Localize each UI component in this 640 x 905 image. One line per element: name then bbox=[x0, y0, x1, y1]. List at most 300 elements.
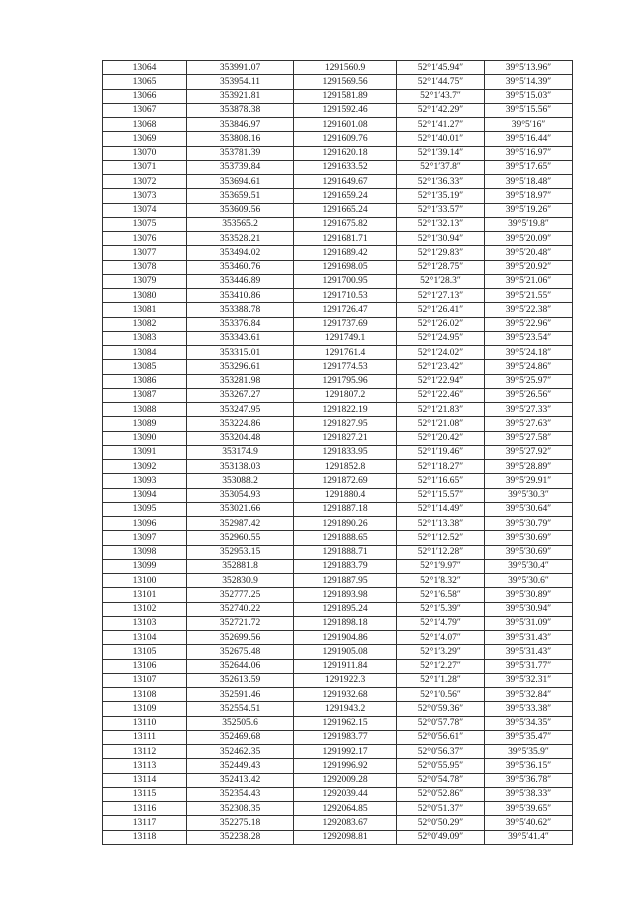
table-row bbox=[103, 588, 573, 602]
point-id-cell: 13081 bbox=[103, 303, 187, 317]
table-row bbox=[103, 303, 573, 317]
longitude-cell: 39°5′33.38″ bbox=[485, 702, 573, 716]
point-id-cell: 13085 bbox=[103, 360, 187, 374]
point-id-cell: 13073 bbox=[103, 189, 187, 203]
x-coordinate-cell: 352881.8 bbox=[187, 559, 294, 573]
latitude-cell: 52°1′18.27″ bbox=[397, 460, 485, 474]
longitude-cell: 39°5′31.77″ bbox=[485, 659, 573, 673]
table-row bbox=[103, 89, 573, 103]
y-coordinate-cell: 1291833.95 bbox=[294, 445, 397, 459]
table-row bbox=[103, 289, 573, 303]
y-coordinate-cell: 1291761.4 bbox=[294, 346, 397, 360]
longitude-cell: 39°5′28.89″ bbox=[485, 460, 573, 474]
point-id-cell: 13065 bbox=[103, 75, 187, 89]
longitude-cell: 39°5′23.54″ bbox=[485, 331, 573, 345]
point-id-cell: 13106 bbox=[103, 659, 187, 673]
longitude-cell: 39°5′13.96″ bbox=[485, 61, 573, 75]
point-id-cell: 13077 bbox=[103, 246, 187, 260]
latitude-cell: 52°1′24.02″ bbox=[397, 346, 485, 360]
table-row bbox=[103, 802, 573, 816]
point-id-cell: 13091 bbox=[103, 445, 187, 459]
table-row bbox=[103, 403, 573, 417]
x-coordinate-cell: 352275.18 bbox=[187, 816, 294, 830]
longitude-cell: 39°5′21.55″ bbox=[485, 289, 573, 303]
table-row bbox=[103, 103, 573, 117]
latitude-cell: 52°0′55.95″ bbox=[397, 759, 485, 773]
latitude-cell: 52°1′22.94″ bbox=[397, 374, 485, 388]
x-coordinate-cell: 353659.51 bbox=[187, 189, 294, 203]
y-coordinate-cell: 1291911.84 bbox=[294, 659, 397, 673]
latitude-cell: 52°1′40.01″ bbox=[397, 132, 485, 146]
point-id-cell: 13079 bbox=[103, 274, 187, 288]
y-coordinate-cell: 1291633.52 bbox=[294, 160, 397, 174]
x-coordinate-cell: 353224.86 bbox=[187, 417, 294, 431]
x-coordinate-cell: 352591.46 bbox=[187, 688, 294, 702]
x-coordinate-cell: 352740.22 bbox=[187, 602, 294, 616]
y-coordinate-cell: 1291905.08 bbox=[294, 645, 397, 659]
x-coordinate-cell: 353781.39 bbox=[187, 146, 294, 160]
point-id-cell: 13072 bbox=[103, 175, 187, 189]
longitude-cell: 39°5′17.65″ bbox=[485, 160, 573, 174]
table-row bbox=[103, 388, 573, 402]
point-id-cell: 13095 bbox=[103, 502, 187, 516]
point-id-cell: 13087 bbox=[103, 388, 187, 402]
table-row bbox=[103, 702, 573, 716]
latitude-cell: 52°1′21.08″ bbox=[397, 417, 485, 431]
latitude-cell: 52°1′28.3″ bbox=[397, 274, 485, 288]
x-coordinate-cell: 353565.2 bbox=[187, 217, 294, 231]
latitude-cell: 52°0′50.29″ bbox=[397, 816, 485, 830]
latitude-cell: 52°1′24.95″ bbox=[397, 331, 485, 345]
point-id-cell: 13093 bbox=[103, 474, 187, 488]
y-coordinate-cell: 1291675.82 bbox=[294, 217, 397, 231]
y-coordinate-cell: 1291807.2 bbox=[294, 388, 397, 402]
x-coordinate-cell: 352721.72 bbox=[187, 616, 294, 630]
longitude-cell: 39°5′35.9″ bbox=[485, 745, 573, 759]
longitude-cell: 39°5′20.48″ bbox=[485, 246, 573, 260]
latitude-cell: 52°1′2.27″ bbox=[397, 659, 485, 673]
longitude-cell: 39°5′19.26″ bbox=[485, 203, 573, 217]
latitude-cell: 52°1′30.94″ bbox=[397, 232, 485, 246]
table-row bbox=[103, 545, 573, 559]
x-coordinate-cell: 352469.68 bbox=[187, 730, 294, 744]
table-row bbox=[103, 716, 573, 730]
point-id-cell: 13067 bbox=[103, 103, 187, 117]
point-id-cell: 13076 bbox=[103, 232, 187, 246]
latitude-cell: 52°1′20.42″ bbox=[397, 431, 485, 445]
longitude-cell: 39°5′30.69″ bbox=[485, 531, 573, 545]
y-coordinate-cell: 1292064.85 bbox=[294, 802, 397, 816]
point-id-cell: 13084 bbox=[103, 346, 187, 360]
x-coordinate-cell: 353343.61 bbox=[187, 331, 294, 345]
x-coordinate-cell: 353846.97 bbox=[187, 118, 294, 132]
y-coordinate-cell: 1292009.28 bbox=[294, 773, 397, 787]
longitude-cell: 39°5′27.63″ bbox=[485, 417, 573, 431]
latitude-cell: 52°1′32.13″ bbox=[397, 217, 485, 231]
x-coordinate-cell: 352699.56 bbox=[187, 631, 294, 645]
table-row bbox=[103, 602, 573, 616]
x-coordinate-cell: 352354.43 bbox=[187, 787, 294, 801]
point-id-cell: 13117 bbox=[103, 816, 187, 830]
longitude-cell: 39°5′25.97″ bbox=[485, 374, 573, 388]
coordinates-table-body bbox=[103, 61, 573, 845]
longitude-cell: 39°5′16.97″ bbox=[485, 146, 573, 160]
longitude-cell: 39°5′15.56″ bbox=[485, 103, 573, 117]
x-coordinate-cell: 353494.02 bbox=[187, 246, 294, 260]
latitude-cell: 52°1′9.97″ bbox=[397, 559, 485, 573]
point-id-cell: 13066 bbox=[103, 89, 187, 103]
coordinates-table bbox=[102, 60, 573, 845]
y-coordinate-cell: 1291943.2 bbox=[294, 702, 397, 716]
latitude-cell: 52°0′57.78″ bbox=[397, 716, 485, 730]
table-row bbox=[103, 232, 573, 246]
point-id-cell: 13074 bbox=[103, 203, 187, 217]
latitude-cell: 52°1′5.39″ bbox=[397, 602, 485, 616]
longitude-cell: 39°5′27.33″ bbox=[485, 403, 573, 417]
point-id-cell: 13105 bbox=[103, 645, 187, 659]
y-coordinate-cell: 1291649.67 bbox=[294, 175, 397, 189]
point-id-cell: 13100 bbox=[103, 574, 187, 588]
table-row bbox=[103, 260, 573, 274]
longitude-cell: 39°5′24.18″ bbox=[485, 346, 573, 360]
latitude-cell: 52°1′42.29″ bbox=[397, 103, 485, 117]
latitude-cell: 52°0′56.37″ bbox=[397, 745, 485, 759]
y-coordinate-cell: 1291992.17 bbox=[294, 745, 397, 759]
y-coordinate-cell: 1291872.69 bbox=[294, 474, 397, 488]
x-coordinate-cell: 353991.07 bbox=[187, 61, 294, 75]
longitude-cell: 39°5′36.78″ bbox=[485, 773, 573, 787]
x-coordinate-cell: 352644.06 bbox=[187, 659, 294, 673]
latitude-cell: 52°1′27.13″ bbox=[397, 289, 485, 303]
point-id-cell: 13083 bbox=[103, 331, 187, 345]
latitude-cell: 52°1′12.52″ bbox=[397, 531, 485, 545]
x-coordinate-cell: 353281.98 bbox=[187, 374, 294, 388]
longitude-cell: 39°5′19.8″ bbox=[485, 217, 573, 231]
longitude-cell: 39°5′22.38″ bbox=[485, 303, 573, 317]
x-coordinate-cell: 352953.15 bbox=[187, 545, 294, 559]
x-coordinate-cell: 352675.48 bbox=[187, 645, 294, 659]
x-coordinate-cell: 353446.89 bbox=[187, 274, 294, 288]
latitude-cell: 52°1′3.29″ bbox=[397, 645, 485, 659]
x-coordinate-cell: 352613.59 bbox=[187, 673, 294, 687]
longitude-cell: 39°5′26.56″ bbox=[485, 388, 573, 402]
longitude-cell: 39°5′30.79″ bbox=[485, 517, 573, 531]
table-row bbox=[103, 146, 573, 160]
longitude-cell: 39°5′30.4″ bbox=[485, 559, 573, 573]
table-row bbox=[103, 730, 573, 744]
longitude-cell: 39°5′31.43″ bbox=[485, 645, 573, 659]
longitude-cell: 39°5′24.86″ bbox=[485, 360, 573, 374]
latitude-cell: 52°1′36.33″ bbox=[397, 175, 485, 189]
table-row bbox=[103, 374, 573, 388]
latitude-cell: 52°0′49.09″ bbox=[397, 830, 485, 844]
table-row bbox=[103, 616, 573, 630]
x-coordinate-cell: 353528.21 bbox=[187, 232, 294, 246]
table-row bbox=[103, 317, 573, 331]
point-id-cell: 13108 bbox=[103, 688, 187, 702]
x-coordinate-cell: 353054.93 bbox=[187, 488, 294, 502]
table-row bbox=[103, 474, 573, 488]
table-row bbox=[103, 787, 573, 801]
point-id-cell: 13111 bbox=[103, 730, 187, 744]
y-coordinate-cell: 1291560.9 bbox=[294, 61, 397, 75]
latitude-cell: 52°1′44.75″ bbox=[397, 75, 485, 89]
y-coordinate-cell: 1291827.95 bbox=[294, 417, 397, 431]
table-row bbox=[103, 132, 573, 146]
y-coordinate-cell: 1291620.18 bbox=[294, 146, 397, 160]
x-coordinate-cell: 353921.81 bbox=[187, 89, 294, 103]
table-row bbox=[103, 517, 573, 531]
longitude-cell: 39°5′20.09″ bbox=[485, 232, 573, 246]
latitude-cell: 52°1′37.8″ bbox=[397, 160, 485, 174]
y-coordinate-cell: 1291726.47 bbox=[294, 303, 397, 317]
latitude-cell: 52°1′14.49″ bbox=[397, 502, 485, 516]
x-coordinate-cell: 352960.55 bbox=[187, 531, 294, 545]
table-row bbox=[103, 502, 573, 516]
x-coordinate-cell: 352449.43 bbox=[187, 759, 294, 773]
latitude-cell: 52°1′33.57″ bbox=[397, 203, 485, 217]
x-coordinate-cell: 352462.35 bbox=[187, 745, 294, 759]
x-coordinate-cell: 353878.38 bbox=[187, 103, 294, 117]
latitude-cell: 52°1′39.14″ bbox=[397, 146, 485, 160]
x-coordinate-cell: 352830.9 bbox=[187, 574, 294, 588]
longitude-cell: 39°5′39.65″ bbox=[485, 802, 573, 816]
point-id-cell: 13110 bbox=[103, 716, 187, 730]
table-row bbox=[103, 417, 573, 431]
latitude-cell: 52°1′15.57″ bbox=[397, 488, 485, 502]
latitude-cell: 52°0′52.86″ bbox=[397, 787, 485, 801]
longitude-cell: 39°5′18.48″ bbox=[485, 175, 573, 189]
table-row bbox=[103, 631, 573, 645]
latitude-cell: 52°1′19.46″ bbox=[397, 445, 485, 459]
table-row bbox=[103, 659, 573, 673]
latitude-cell: 52°1′45.94″ bbox=[397, 61, 485, 75]
table-row bbox=[103, 460, 573, 474]
table-row bbox=[103, 673, 573, 687]
point-id-cell: 13070 bbox=[103, 146, 187, 160]
point-id-cell: 13109 bbox=[103, 702, 187, 716]
y-coordinate-cell: 1291774.53 bbox=[294, 360, 397, 374]
y-coordinate-cell: 1291822.19 bbox=[294, 403, 397, 417]
table-row bbox=[103, 75, 573, 89]
longitude-cell: 39°5′30.69″ bbox=[485, 545, 573, 559]
y-coordinate-cell: 1291932.68 bbox=[294, 688, 397, 702]
latitude-cell: 52°0′54.78″ bbox=[397, 773, 485, 787]
y-coordinate-cell: 1291609.76 bbox=[294, 132, 397, 146]
x-coordinate-cell: 352413.42 bbox=[187, 773, 294, 787]
longitude-cell: 39°5′30.89″ bbox=[485, 588, 573, 602]
longitude-cell: 39°5′22.96″ bbox=[485, 317, 573, 331]
x-coordinate-cell: 353088.2 bbox=[187, 474, 294, 488]
point-id-cell: 13104 bbox=[103, 631, 187, 645]
x-coordinate-cell: 353376.84 bbox=[187, 317, 294, 331]
point-id-cell: 13082 bbox=[103, 317, 187, 331]
longitude-cell: 39°5′31.09″ bbox=[485, 616, 573, 630]
latitude-cell: 52°0′56.61″ bbox=[397, 730, 485, 744]
x-coordinate-cell: 353267.27 bbox=[187, 388, 294, 402]
point-id-cell: 13096 bbox=[103, 517, 187, 531]
latitude-cell: 52°1′22.46″ bbox=[397, 388, 485, 402]
longitude-cell: 39°5′36.15″ bbox=[485, 759, 573, 773]
latitude-cell: 52°0′51.37″ bbox=[397, 802, 485, 816]
latitude-cell: 52°1′41.27″ bbox=[397, 118, 485, 132]
longitude-cell: 39°5′31.43″ bbox=[485, 631, 573, 645]
point-id-cell: 13078 bbox=[103, 260, 187, 274]
x-coordinate-cell: 352987.42 bbox=[187, 517, 294, 531]
table-row bbox=[103, 773, 573, 787]
table-row bbox=[103, 246, 573, 260]
y-coordinate-cell: 1291904.86 bbox=[294, 631, 397, 645]
longitude-cell: 39°5′34.35″ bbox=[485, 716, 573, 730]
point-id-cell: 13075 bbox=[103, 217, 187, 231]
point-id-cell: 13112 bbox=[103, 745, 187, 759]
longitude-cell: 39°5′30.3″ bbox=[485, 488, 573, 502]
table-row bbox=[103, 360, 573, 374]
x-coordinate-cell: 353021.66 bbox=[187, 502, 294, 516]
longitude-cell: 39°5′16.44″ bbox=[485, 132, 573, 146]
y-coordinate-cell: 1291922.3 bbox=[294, 673, 397, 687]
table-row bbox=[103, 61, 573, 75]
y-coordinate-cell: 1292083.67 bbox=[294, 816, 397, 830]
y-coordinate-cell: 1291698.05 bbox=[294, 260, 397, 274]
y-coordinate-cell: 1291890.26 bbox=[294, 517, 397, 531]
table-row bbox=[103, 830, 573, 844]
latitude-cell: 52°1′35.19″ bbox=[397, 189, 485, 203]
point-id-cell: 13099 bbox=[103, 559, 187, 573]
x-coordinate-cell: 353460.76 bbox=[187, 260, 294, 274]
longitude-cell: 39°5′29.91″ bbox=[485, 474, 573, 488]
longitude-cell: 39°5′16″ bbox=[485, 118, 573, 132]
y-coordinate-cell: 1291681.71 bbox=[294, 232, 397, 246]
longitude-cell: 39°5′30.94″ bbox=[485, 602, 573, 616]
y-coordinate-cell: 1291689.42 bbox=[294, 246, 397, 260]
point-id-cell: 13089 bbox=[103, 417, 187, 431]
table-row bbox=[103, 160, 573, 174]
latitude-cell: 52°1′12.28″ bbox=[397, 545, 485, 559]
point-id-cell: 13102 bbox=[103, 602, 187, 616]
point-id-cell: 13080 bbox=[103, 289, 187, 303]
longitude-cell: 39°5′20.92″ bbox=[485, 260, 573, 274]
table-row bbox=[103, 745, 573, 759]
y-coordinate-cell: 1292039.44 bbox=[294, 787, 397, 801]
point-id-cell: 13064 bbox=[103, 61, 187, 75]
x-coordinate-cell: 353296.61 bbox=[187, 360, 294, 374]
longitude-cell: 39°5′38.33″ bbox=[485, 787, 573, 801]
x-coordinate-cell: 353609.56 bbox=[187, 203, 294, 217]
latitude-cell: 52°1′13.38″ bbox=[397, 517, 485, 531]
y-coordinate-cell: 1291983.77 bbox=[294, 730, 397, 744]
point-id-cell: 13071 bbox=[103, 160, 187, 174]
point-id-cell: 13116 bbox=[103, 802, 187, 816]
longitude-cell: 39°5′32.31″ bbox=[485, 673, 573, 687]
longitude-cell: 39°5′14.39″ bbox=[485, 75, 573, 89]
x-coordinate-cell: 353954.11 bbox=[187, 75, 294, 89]
latitude-cell: 52°1′1.28″ bbox=[397, 673, 485, 687]
table-row bbox=[103, 759, 573, 773]
point-id-cell: 13097 bbox=[103, 531, 187, 545]
x-coordinate-cell: 353247.95 bbox=[187, 403, 294, 417]
y-coordinate-cell: 1291827.21 bbox=[294, 431, 397, 445]
y-coordinate-cell: 1291700.95 bbox=[294, 274, 397, 288]
table-row bbox=[103, 488, 573, 502]
x-coordinate-cell: 352505.6 bbox=[187, 716, 294, 730]
longitude-cell: 39°5′15.03″ bbox=[485, 89, 573, 103]
longitude-cell: 39°5′30.6″ bbox=[485, 574, 573, 588]
y-coordinate-cell: 1291795.96 bbox=[294, 374, 397, 388]
latitude-cell: 52°1′16.65″ bbox=[397, 474, 485, 488]
point-id-cell: 13118 bbox=[103, 830, 187, 844]
point-id-cell: 13115 bbox=[103, 787, 187, 801]
longitude-cell: 39°5′41.4″ bbox=[485, 830, 573, 844]
y-coordinate-cell: 1291581.89 bbox=[294, 89, 397, 103]
latitude-cell: 52°1′26.41″ bbox=[397, 303, 485, 317]
y-coordinate-cell: 1291893.98 bbox=[294, 588, 397, 602]
y-coordinate-cell: 1291592.46 bbox=[294, 103, 397, 117]
longitude-cell: 39°5′21.06″ bbox=[485, 274, 573, 288]
latitude-cell: 52°1′8.32″ bbox=[397, 574, 485, 588]
y-coordinate-cell: 1291880.4 bbox=[294, 488, 397, 502]
latitude-cell: 52°0′59.36″ bbox=[397, 702, 485, 716]
y-coordinate-cell: 1291665.24 bbox=[294, 203, 397, 217]
x-coordinate-cell: 353315.01 bbox=[187, 346, 294, 360]
point-id-cell: 13090 bbox=[103, 431, 187, 445]
point-id-cell: 13092 bbox=[103, 460, 187, 474]
x-coordinate-cell: 353739.84 bbox=[187, 160, 294, 174]
longitude-cell: 39°5′18.97″ bbox=[485, 189, 573, 203]
longitude-cell: 39°5′35.47″ bbox=[485, 730, 573, 744]
table-row bbox=[103, 688, 573, 702]
y-coordinate-cell: 1291895.24 bbox=[294, 602, 397, 616]
y-coordinate-cell: 1291898.18 bbox=[294, 616, 397, 630]
latitude-cell: 52°1′28.75″ bbox=[397, 260, 485, 274]
y-coordinate-cell: 1291996.92 bbox=[294, 759, 397, 773]
y-coordinate-cell: 1291883.79 bbox=[294, 559, 397, 573]
y-coordinate-cell: 1292098.81 bbox=[294, 830, 397, 844]
latitude-cell: 52°1′43.7″ bbox=[397, 89, 485, 103]
y-coordinate-cell: 1291888.65 bbox=[294, 531, 397, 545]
table-row bbox=[103, 645, 573, 659]
y-coordinate-cell: 1291852.8 bbox=[294, 460, 397, 474]
y-coordinate-cell: 1291749.1 bbox=[294, 331, 397, 345]
y-coordinate-cell: 1291601.08 bbox=[294, 118, 397, 132]
x-coordinate-cell: 353138.03 bbox=[187, 460, 294, 474]
x-coordinate-cell: 353808.16 bbox=[187, 132, 294, 146]
longitude-cell: 39°5′30.64″ bbox=[485, 502, 573, 516]
table-row bbox=[103, 531, 573, 545]
y-coordinate-cell: 1291737.69 bbox=[294, 317, 397, 331]
table-row bbox=[103, 189, 573, 203]
point-id-cell: 13098 bbox=[103, 545, 187, 559]
point-id-cell: 13103 bbox=[103, 616, 187, 630]
point-id-cell: 13094 bbox=[103, 488, 187, 502]
latitude-cell: 52°1′4.79″ bbox=[397, 616, 485, 630]
point-id-cell: 13113 bbox=[103, 759, 187, 773]
table-row bbox=[103, 445, 573, 459]
table-row bbox=[103, 346, 573, 360]
point-id-cell: 13088 bbox=[103, 403, 187, 417]
table-row bbox=[103, 274, 573, 288]
x-coordinate-cell: 352238.28 bbox=[187, 830, 294, 844]
y-coordinate-cell: 1291659.24 bbox=[294, 189, 397, 203]
longitude-cell: 39°5′32.84″ bbox=[485, 688, 573, 702]
table-row bbox=[103, 203, 573, 217]
x-coordinate-cell: 353410.86 bbox=[187, 289, 294, 303]
latitude-cell: 52°1′29.83″ bbox=[397, 246, 485, 260]
x-coordinate-cell: 353388.78 bbox=[187, 303, 294, 317]
point-id-cell: 13069 bbox=[103, 132, 187, 146]
y-coordinate-cell: 1291569.56 bbox=[294, 75, 397, 89]
point-id-cell: 13086 bbox=[103, 374, 187, 388]
